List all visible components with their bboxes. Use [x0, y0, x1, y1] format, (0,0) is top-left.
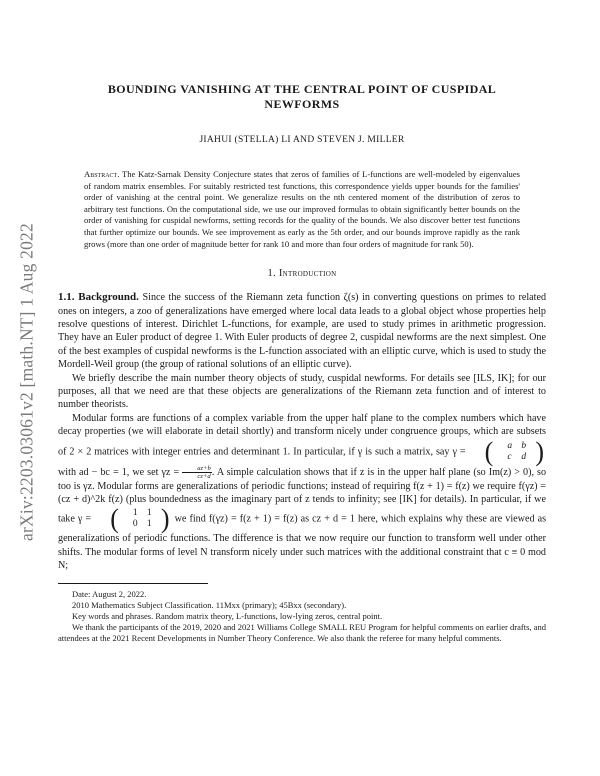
footnote-thanks: We thank the participants of the 2019, 2020 and 2021 Williams College SMALL REU Program for helpful comments on earlier drafts, and attendees at the 2021 Recent Developments in Number Theory Conference. We also thank the referee for many helpful comments.: [58, 621, 546, 643]
footnote-date: Date: August 2, 2022.: [72, 588, 147, 599]
paragraph-3-part-c: . A simple calculation shows that if z is in the upper half plane (so Im(z) > 0), so too is γz. Modular forms are generalizations of periodic functions; instead of requiring f(z + 1) = f(z) we require f(γz) = (cz + d)^2k f(z) (plus boundedness as the imaginary part of z tends to infinity; see [IK] for details). In particular, if we take γ =: [58, 466, 547, 525]
arxiv-stamp: [14, 172, 40, 592]
matrix-entry: b: [521, 440, 527, 451]
mobius-fraction: [182, 465, 212, 480]
fraction-numerator: az+b: [182, 465, 212, 473]
paragraph-3-part-d: we find f(γz) = f(z + 1) = f(z) as cz + d = 1 here, which explains why these are viewed as generalizations of periodic functions. The difference is that we now require our function to transform well under other shifts. The modular forms of level N transform nicely under such matrices with the additional constraint that c ≡ 0 mod N;: [58, 513, 547, 572]
paragraph-3-part-a: Modular forms are functions of a complex variable from the upper half plane to the complex numbers which have decay properties (we will elaborate in detail shortly) and transform nicely under congruence groups, which are subsets of 2 × 2 matrices with integer entries and determinant 1. In particular, if γ is such a matrix, say γ =: [58, 412, 546, 457]
paragraph-2: We briefly describe the main number theory objects of study, cuspidal newforms. For details see [ILS, IK]; for our purposes, all that we need are that these objects are generalizations of the Riemann zeta function and of interest to number theorists.: [58, 372, 546, 411]
fraction-denominator: cz+d: [197, 472, 211, 480]
section-heading: 1. Introduction: [267, 268, 337, 280]
paragraph-3: [58, 412, 546, 573]
paper-authors: JIAHUI (STELLA) LI AND STEVEN J. MILLER: [199, 135, 405, 145]
abstract: [84, 169, 520, 250]
matrix-gamma-translation: ( 1 1 0 1 ): [110, 503, 170, 535]
arxiv-stamp-text: arXiv:2203.03061v2 [math.NT] 1 Aug 2022: [16, 223, 37, 541]
footnote-rule: [58, 583, 208, 584]
paragraph-1-text: Since the success of the Riemann zeta function ζ(s) in converting questions on primes to related ones on integers, a zoo of generalizations have emerged where local data leads to a global object whose properties help resolve questions of interest. Dirichlet L-functions, for example, are used to study primes in arithmetic progression. They have an Euler product of degree 1. With Euler products of degree 2, cuspidal newforms are the next simplest. One of the best examples of cuspidal newforms is the L-function associated with an elliptic curve, which is used to study the Mordell-Weil group (the group of rational solutions of an elliptic curve).: [58, 292, 547, 371]
matrix-entry: c: [507, 451, 512, 462]
paragraph-3-part-b: with ad − bc = 1, we set γz =: [58, 466, 180, 478]
abstract-label: Abstract.: [84, 169, 120, 179]
matrix-entry: 1: [132, 508, 138, 519]
matrix-entry: 1: [146, 519, 152, 530]
matrix-entry: 0: [132, 519, 138, 530]
subsection-label: 1.1. Background.: [58, 291, 139, 304]
matrix-gamma-abcd: ( a b c d ): [484, 435, 544, 467]
paper-page: [58, 82, 546, 644]
matrix-entry: a: [507, 440, 513, 451]
matrix-entry: 1: [146, 508, 152, 519]
abstract-text: The Katz-Sarnak Density Conjecture states that zeros of families of L-functions are well-modeled by eigenvalues of random matrix ensembles. For suitably restricted test functions, this correspondence yields upper bounds for the families' order of vanishing at the central point. We generalize results on the nth centered moment of the distribution of zeros to arbitrary test functions. On the computational side, we use our improved formulas to obtain significantly better bounds on the order of vanishing for cuspidal newforms, setting records for the quality of the bounds. We also discover better test functions that further optimize our bounds. We see improvement as early as the 5th order, and our bounds improve rapidly as the rank grows (more than one order of magnitude better for rank 10 and more than four orders of magnitude for rank 50).: [84, 169, 520, 249]
paragraph-background: [58, 291, 546, 371]
footnote-msc: 2010 Mathematics Subject Classification. 11Mxx (primary); 45Bxx (secondary).: [72, 599, 347, 610]
matrix-entry: d: [521, 451, 527, 462]
paper-title: BOUNDING VANISHING AT THE CENTRAL POINT OF CUSPIDAL NEWFORMS: [107, 82, 497, 111]
footnote-keywords: Key words and phrases. Random matrix theory, L-functions, low-lying zeros, central point.: [72, 610, 383, 621]
footnotes: [58, 589, 546, 644]
